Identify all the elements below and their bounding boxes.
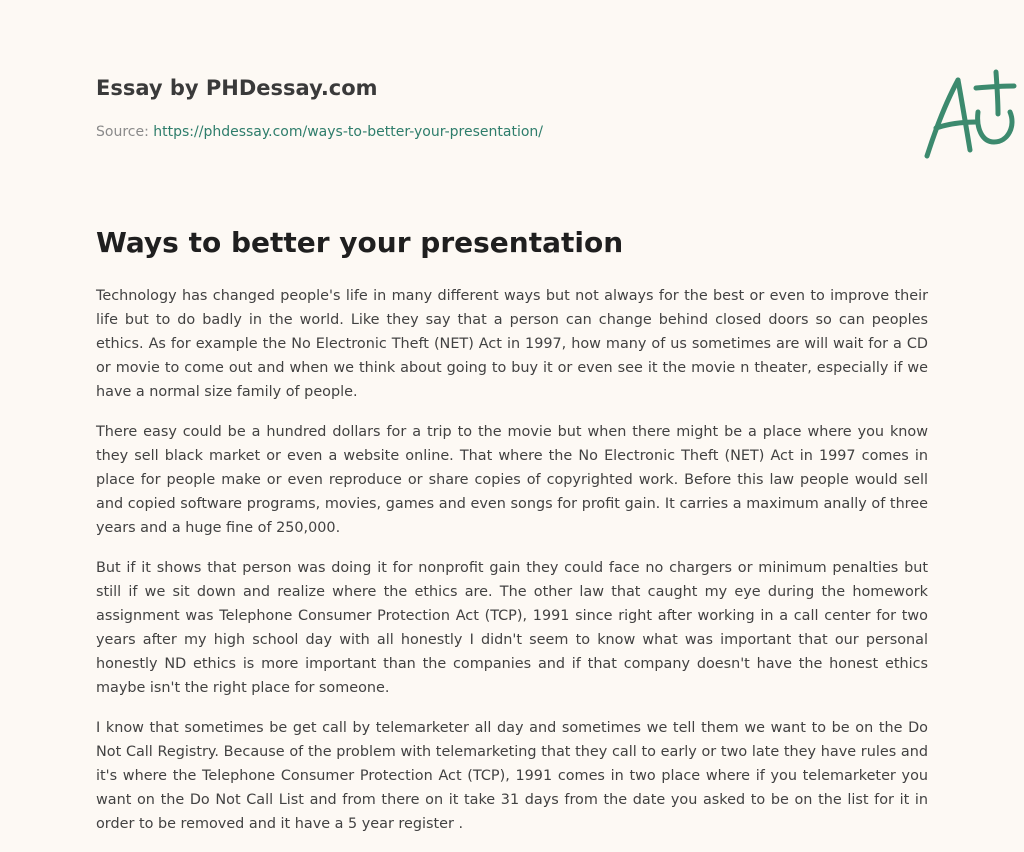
paragraph: I know that sometimes be get call by telemarketer all day and sometimes we tell them we want to be on the Do Not Call Registry. Because of the problem with telemarketing that they call to early or two late they have rules and it's where the Telephone Consumer Protection Act (TCP), 1991 comes in two place where if you telemarketer you want on the Do Not Call List and from there on it take 31 days from the date you asked to be on the list for it in order to be removed and it have a 5 year register .: [96, 720, 928, 832]
source-label: Source:: [96, 124, 149, 140]
page-title: Ways to better your presentation: [96, 226, 624, 259]
essay-body: [96, 284, 928, 852]
paragraph: But if it shows that person was doing it for nonprofit gain they could face no chargers or minimum penalties but still if we sit down and realize where the ethics are. The other law that caught my eye during the homework assignment was Telephone Consumer Protection Act (TCP), 1991 since right after working in a call center for two years after my high school day with all honestly I didn't seem to know what was important that our personal honestly ND ethics is more important than the companies and if that company doesn't have the honest ethics maybe isn't the right place for someone.: [96, 560, 928, 696]
a-plus-icon: [918, 66, 1022, 164]
site-brand: Essay by PHDessay.com: [96, 76, 378, 100]
paragraph: Technology has changed people's life in many different ways but not always for the best or even to improve their life but to do badly in the world. Like they say that a person can change behind closed doors so can peoples ethics. As for example the No Electronic Theft (NET) Act in 1997, how many of us sometimes are will wait for a CD or movie to come out and when we think about going to buy it or even see it the movie n theater, especially if we have a normal size family of people.: [96, 288, 928, 400]
source-line: [96, 124, 543, 140]
source-link[interactable]: https://phdessay.com/ways-to-better-your-presentation/: [153, 124, 543, 140]
paragraph: There easy could be a hundred dollars for a trip to the movie but when there might be a place where you know they sell black market or even a website online. That where the No Electronic Theft (NET) Act in 1997 comes in place for people make or even reproduce or share copies of copyrighted work. Before this law people would sell and copied software programs, movies, games and even songs for profit gain. It carries a maximum anally of three years and a huge fine of 250,000.: [96, 424, 928, 536]
